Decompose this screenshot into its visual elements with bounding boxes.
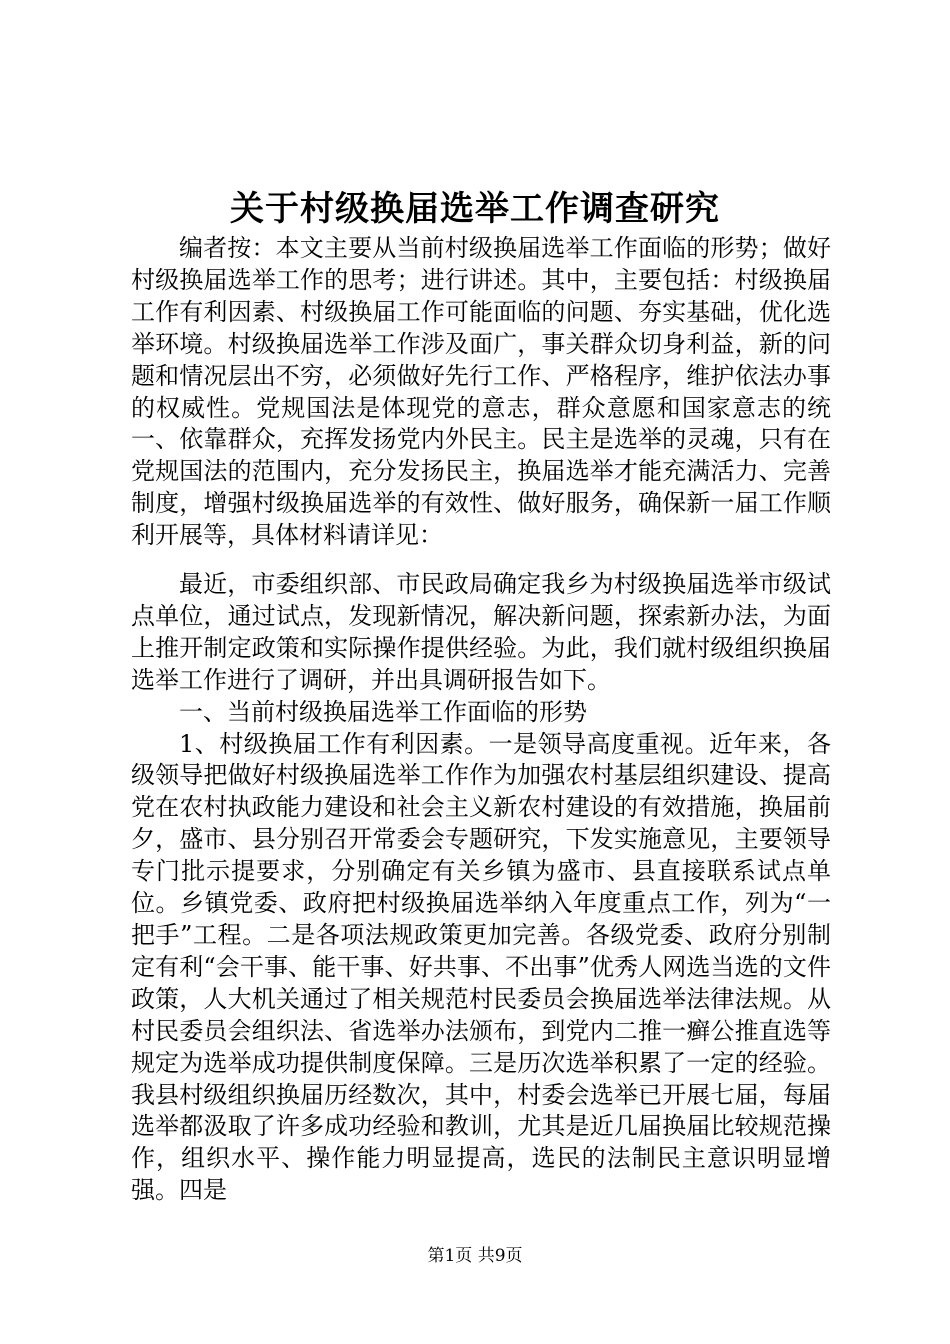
body-paragraph-intro: 最近，市委组织部、市民政局确定我乡为村级换届选举市级试点单位，通过试点，发现新情况，解决新问题，探索新办法，为面上推开制定政策和实际操作提供经验。为此，我们就村级组织换届选举工作进行了调研，并出具调研报告如下。 [131,570,831,694]
section-heading: 一、当前村级换届选举工作面临的形势 [179,697,587,726]
document-title: 关于村级换届选举工作调查研究 [230,189,720,229]
editor-note [131,233,831,552]
body-paragraph-favorable-factors: 1、村级换届工作有利因素。一是领导高度重视。近年来，各级领导把做好村级换届选举工作作为加强农村基层组织建设、提高党在农村执政能力建设和社会主义新农村建设的有效措施，换届前夕，盛市、县分别召开常委会专题研究，下发实施意见，主要领导专门批示提要求，分别确定有关乡镇为盛市、县直接联系试点单位。乡镇党委、政府把村级换届选举纳入年度重点工作，列为“一把手”工程。二是各项法规政策更加完善。各级党委、政府分别制定有利“会干事、能干事、好共事、不出事”优秀人网选当选的文件政策，人大机关通过了相关规范村民委员会换届选举法律法规。从村民委员会组织法、省选举办法颁布，到党内二推一癣公推直选等规定为选举成功提供制度保障。三是历次选举积累了一定的经验。我县村级组织换届历经数次，其中，村委会选举已开展七届，每届选举都汲取了许多成功经验和教训，尤其是近几届换届比较规范操作，组织水平、操作能力明显提高，选民的法制民主意识明显增强。四是 [131,729,831,1205]
main-body [131,569,831,1207]
page-footer: 第1页 共9页 [427,1246,523,1266]
editor-note-paragraph: 编者按：本文主要从当前村级换届选举工作面临的形势；做好村级换届选举工作的思考；进行讲述。其中，主要包括：村级换届工作有利因素、村级换届工作可能面临的问题、夯实基础，优化选举环境。村级换届选举工作涉及面广，事关群众切身利益，新的问题和情况层出不穷，必须做好先行工作、严格程序，维护依法办事的权威性。党规国法是体现党的意志，群众意愿和国家意志的统一、依靠群众，充挥发扬党内外民主。民主是选举的灵魂，只有在党规国法的范围内，充分发扬民主，换届选举才能充满活力、完善制度，增强村级换届选举的有效性、做好服务，确保新一届工作顺利开展等，具体材料请详见： [131,234,831,550]
